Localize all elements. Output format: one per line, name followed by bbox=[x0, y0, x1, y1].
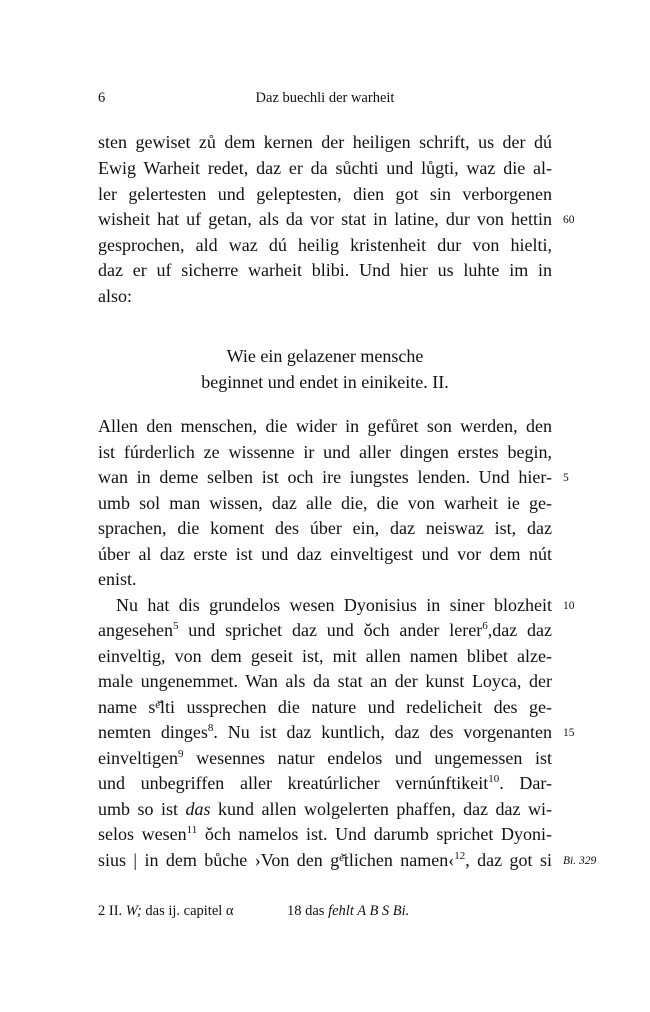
text-line: umb sol man wissen, daz alle die, die von warheit ie ge- bbox=[98, 493, 552, 513]
apparatus-note: 18 das fehlt A B S Bi. bbox=[287, 903, 410, 919]
text-line: einveltigen$^9$ wesennes natur endelos und ungemessen ist bbox=[98, 748, 552, 768]
line-number: 15 bbox=[563, 727, 575, 739]
chapter-heading-line-1: Wie ein gelazener mensche bbox=[226, 346, 424, 366]
footnote-ref: 9 bbox=[177, 748, 184, 760]
footnote-ref: 10 bbox=[488, 773, 500, 785]
text-line: úber al daz erste ist und daz einveltigest und vor dem nút bbox=[98, 544, 552, 564]
line-number: 10 bbox=[563, 600, 575, 612]
text-line: einveltig, von dem geseit ist, mit allen namen blibet alze- bbox=[98, 646, 552, 666]
text-line: selos wesen$^{11}$ ǒch namelos ist. Und darumb sprichet Dyoni- bbox=[98, 824, 552, 844]
text-line: sius | in dem bůche ›Von den gᵉ̆tlichen namen‹$^{12}$, daz got si bbox=[98, 850, 552, 870]
text-line: und unbegriffen aller kreatúrlicher vernúnftikeit$^{10}$. Dar- bbox=[98, 773, 552, 793]
text-line: umb so ist das kund allen wolgelerten phaffen, daz daz wi- bbox=[98, 799, 552, 819]
text-line: enist. bbox=[98, 569, 137, 589]
text-line: angesehen$^5$ und sprichet daz und ǒch ander lerer$^6$,daz daz bbox=[98, 620, 552, 640]
page-header bbox=[98, 90, 552, 112]
text-line: Allen den menschen, die wider in gefůret son werden, den bbox=[98, 416, 552, 436]
text-line: daz er uf sicherre warheit blibi. Und hier us luhte im in bbox=[98, 260, 552, 280]
text-line: wisheit hat uf getan, als da vor stat in latine, dur von hettin bbox=[98, 209, 552, 229]
text-line: male ungenemmet. Wan als da stat an der kunst Loyca, der bbox=[98, 671, 552, 691]
running-title: Daz buechli der warheit bbox=[255, 90, 395, 106]
footnote-ref: 5 bbox=[172, 620, 179, 632]
text-line: ler gelertesten und geleptesten, dien got sin verborgenen bbox=[98, 184, 552, 204]
text-line: wan in deme selben ist och ire iungstes lenden. Und hier- bbox=[98, 467, 552, 487]
footnote-ref: 11 bbox=[186, 824, 198, 836]
text-line: sprachen, die koment des úber ein, daz neiswaz ist, daz bbox=[98, 518, 552, 538]
chapter-heading-line-2: beginnet und endet in einikeite. II. bbox=[201, 372, 449, 392]
text-line: also: bbox=[98, 286, 132, 306]
line-number: 60 bbox=[563, 214, 575, 226]
italic-word: das bbox=[185, 799, 211, 819]
text-line: Nu hat dis grundelos wesen Dyonisius in siner blozheit bbox=[116, 595, 552, 615]
text-line: name sᵉ̆lti ussprechen die nature und redelicheit des ge- bbox=[98, 697, 552, 717]
footnote-ref: 6 bbox=[482, 620, 488, 632]
footnote-ref: 8 bbox=[207, 722, 214, 734]
apparatus-note: 2 II. W; das ij. capitel α bbox=[98, 903, 234, 919]
text-line: gesprochen, ald waz dú heilig kristenheit dur von hielti, bbox=[98, 235, 552, 255]
text-line: Ewig Warheit redet, daz er da sůchti und lůgti, waz die al- bbox=[98, 158, 552, 178]
manuscript-reference: Bi. 329 bbox=[563, 855, 597, 867]
line-number: 5 bbox=[563, 472, 569, 484]
critical-apparatus bbox=[98, 903, 552, 923]
text-line: ist fúrderlich ze wissenne ir und aller dingen erstes begin, bbox=[98, 442, 552, 462]
text-line: sten gewiset zů dem kernen der heiligen schrift, us der dú bbox=[98, 132, 552, 152]
page-number: 6 bbox=[98, 90, 106, 106]
text-line: nemten dinges$^8$. Nu ist daz kuntlich, daz des vorgenanten bbox=[98, 722, 552, 742]
footnote-ref: 12 bbox=[454, 850, 466, 862]
